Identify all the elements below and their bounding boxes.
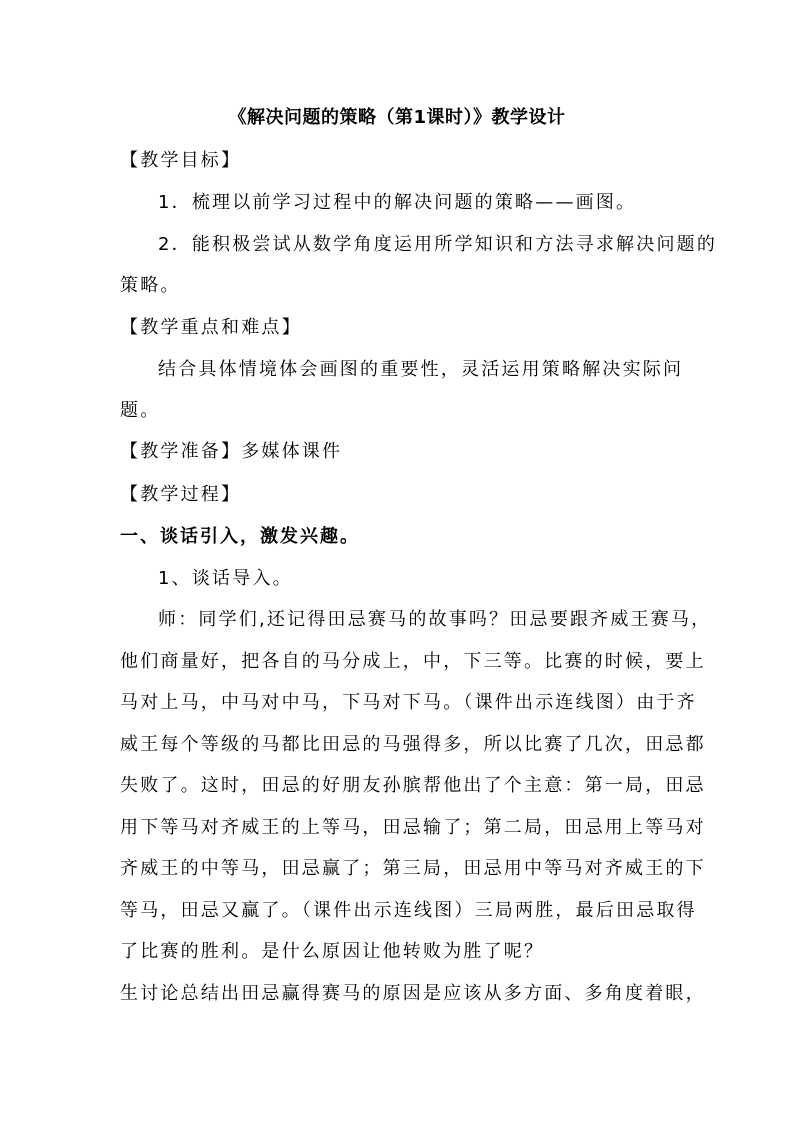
- paragraph-line-8: 等马，田忌又赢了。（课件出示连线图）三局两胜，最后田忌取得: [120, 900, 697, 921]
- section-header-process: 【教学过程】: [120, 484, 242, 505]
- key-points-line-1: 结合具体情境体会画图的重要性，灵活运用策略解决实际问: [158, 359, 684, 380]
- paragraph-line-1: 师：同学们,还记得田忌赛马的故事吗？田忌要跟齐威王赛马，: [158, 609, 712, 630]
- section-header-key-points: 【教学重点和难点】: [120, 317, 302, 338]
- goal-item-1: 1．梳理以前学习过程中的解决问题的策略——画图。: [158, 192, 637, 213]
- paragraph-line-2: 他们商量好，把各自的马分成上，中，下三等。比赛的时候，要上: [120, 651, 706, 672]
- paragraph-line-4: 威王每个等级的马都比田忌的马强得多，所以比赛了几次，田忌都: [120, 734, 706, 755]
- paragraph-line-3: 马对上马，中马对中马，下马对下马。（课件出示连线图）由于齐: [120, 692, 697, 713]
- paragraph-line-9: 了比赛的胜利。是什么原因让他转败为胜了呢？: [120, 941, 545, 962]
- part-heading-1: 一、谈话引入，激发兴趣。: [120, 526, 360, 547]
- section-header-goals: 【教学目标】: [120, 150, 242, 171]
- section-header-preparation: 【教学准备】多媒体课件: [120, 441, 343, 462]
- key-points-line-2: 题。: [120, 400, 161, 421]
- step-heading-1: 1、谈话导入。: [158, 568, 293, 589]
- goal-item-2-line-2: 策略。: [120, 275, 181, 296]
- goal-item-2-line-1: 2．能积极尝试从数学角度运用所学知识和方法寻求解决问题的: [158, 234, 718, 255]
- paragraph-line-7: 齐威王的中等马，田忌赢了；第三局，田忌用中等马对齐威王的下: [120, 858, 706, 879]
- document-title: 《解决问题的策略（第1课时）》教学设计: [228, 107, 566, 128]
- paragraph-line-10: 生讨论总结出田忌赢得赛马的原因是应该从多方面、多角度着眼，: [120, 983, 706, 1004]
- paragraph-line-5: 失败了。这时，田忌的好朋友孙膑帮他出了个主意：第一局，田忌: [120, 775, 706, 796]
- paragraph-line-6: 用下等马对齐威王的上等马，田忌输了；第二局，田忌用上等马对: [120, 817, 706, 838]
